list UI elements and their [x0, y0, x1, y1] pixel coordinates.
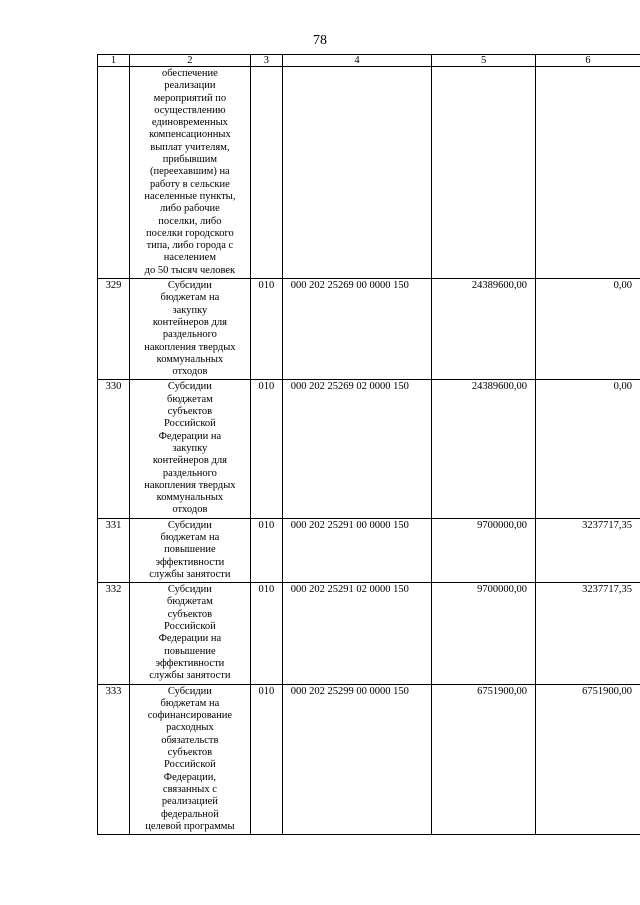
description-line: эффективности	[155, 657, 225, 669]
planned-amount-cell: 24389600,00	[432, 380, 536, 518]
description-line: Субсидии	[167, 519, 212, 531]
admin-code-cell: 010	[250, 380, 282, 518]
admin-code-cell: 010	[250, 279, 282, 380]
description-line: раздельного	[162, 467, 217, 479]
admin-code-cell: 010	[250, 518, 282, 582]
description-line: контейнеров для	[152, 316, 227, 328]
description-line: накопления твердых	[144, 479, 236, 491]
planned-amount-cell: 9700000,00	[432, 518, 536, 582]
description-line: поселки, либо	[158, 215, 222, 227]
description-line: контейнеров для	[152, 455, 227, 467]
budget-code-cell: 000 202 25291 02 0000 150	[282, 583, 431, 684]
header-row	[98, 55, 640, 67]
column-header: 5	[432, 55, 536, 67]
budget-code-cell: 000 202 25269 02 0000 150	[282, 380, 431, 518]
description-line: поселки городского	[146, 227, 234, 239]
description-line: Федерации на	[158, 633, 222, 645]
description-line: субъектов	[167, 747, 213, 759]
description-line: службы занятости	[149, 670, 231, 682]
description-line: работу в сельские	[149, 178, 230, 190]
description-line: населением	[163, 252, 216, 264]
row-number-cell: 329	[98, 279, 130, 380]
budget-code-cell: 000 202 25291 00 0000 150	[282, 518, 431, 582]
description-line: реализации	[164, 80, 216, 92]
description-line: накопления твердых	[144, 341, 236, 353]
actual-amount-cell: 6751900,00	[536, 684, 640, 835]
description-line: реализацией	[161, 796, 218, 808]
description-line: обязательств	[161, 734, 219, 746]
description-line: целевой программы	[145, 820, 235, 832]
description-line: расходных	[166, 722, 214, 734]
description-line: прибывшим	[162, 154, 217, 166]
actual-amount-cell: 3237717,35	[536, 518, 640, 582]
description-line: коммунальных	[156, 492, 224, 504]
description-cell	[129, 583, 250, 684]
description-line: Российской	[164, 418, 216, 430]
description-line: субъектов	[167, 406, 213, 418]
description-line: выплат учителям,	[150, 141, 230, 153]
description-cell	[129, 67, 250, 279]
row-number-cell: 330	[98, 380, 130, 518]
admin-code-cell: 010	[250, 583, 282, 684]
row-number-cell	[98, 67, 130, 279]
table-row	[98, 684, 640, 835]
admin-code-cell	[250, 67, 282, 279]
description-line: Российской	[164, 621, 216, 633]
description-cell	[129, 518, 250, 582]
description-line: осуществлению	[154, 104, 226, 116]
row-number-cell: 333	[98, 684, 130, 835]
actual-amount-cell: 0,00	[536, 380, 640, 518]
table-row	[98, 380, 640, 518]
table-row	[98, 518, 640, 582]
admin-code-cell: 010	[250, 684, 282, 835]
column-header: 3	[250, 55, 282, 67]
description-line: отходов	[172, 366, 208, 378]
description-line: Субсидии	[167, 381, 212, 393]
table-row	[98, 67, 640, 279]
description-cell	[129, 380, 250, 518]
description-line: Федерации на	[158, 430, 222, 442]
description-line: Субсидии	[167, 685, 212, 697]
actual-amount-cell: 0,00	[536, 279, 640, 380]
description-line: населенные пункты,	[144, 190, 236, 202]
description-line: обеспечение	[161, 68, 218, 79]
description-line: Субсидии	[167, 584, 212, 596]
page-number: 78	[313, 33, 327, 48]
description-line: раздельного	[162, 329, 217, 341]
description-line: субъектов	[167, 608, 213, 620]
column-header: 4	[282, 55, 431, 67]
table-body	[98, 67, 640, 835]
planned-amount-cell: 9700000,00	[432, 583, 536, 684]
description-line: Субсидии	[167, 280, 212, 292]
description-line: бюджетам	[166, 393, 213, 405]
description-line: Федерации,	[163, 771, 216, 783]
actual-amount-cell	[536, 67, 640, 279]
description-line: повышение	[164, 645, 216, 657]
description-line: единовременных	[151, 117, 228, 129]
description-line: типа, либо города с	[146, 240, 234, 252]
description-line: либо рабочие	[159, 203, 220, 215]
description-line: закупку	[172, 442, 208, 454]
description-line: отходов	[172, 504, 208, 516]
description-line: бюджетам на	[160, 531, 220, 543]
description-line: закупку	[172, 304, 208, 316]
planned-amount-cell: 6751900,00	[432, 684, 536, 835]
description-line: бюджетам на	[160, 697, 220, 709]
column-header: 2	[129, 55, 250, 67]
description-cell	[129, 279, 250, 380]
description-line: до 50 тысяч человек	[144, 264, 236, 276]
description-line: бюджетам	[166, 596, 213, 608]
actual-amount-cell: 3237717,35	[536, 583, 640, 684]
description-line: федеральной	[160, 808, 219, 820]
description-line: повышение	[164, 544, 216, 556]
row-number-cell: 331	[98, 518, 130, 582]
planned-amount-cell: 24389600,00	[432, 279, 536, 380]
description-line: Российской	[164, 759, 216, 771]
budget-code-cell: 000 202 25269 00 0000 150	[282, 279, 431, 380]
description-line: службы занятости	[149, 568, 231, 580]
planned-amount-cell	[432, 67, 536, 279]
description-line: связанных с	[162, 783, 217, 795]
row-number-cell: 332	[98, 583, 130, 684]
budget-code-cell	[282, 67, 431, 279]
budget-table	[97, 54, 640, 835]
description-line: мероприятий по	[153, 92, 227, 104]
column-header: 1	[98, 55, 130, 67]
description-line: коммунальных	[156, 353, 224, 365]
table-row	[98, 279, 640, 380]
description-cell	[129, 684, 250, 835]
description-line: (переехавшим) на	[150, 166, 230, 178]
description-line: бюджетам на	[160, 292, 220, 304]
column-header: 6	[536, 55, 640, 67]
description-line: софинансирование	[147, 710, 233, 722]
description-line: компенсационных	[149, 129, 231, 141]
table-row	[98, 583, 640, 684]
description-line: эффективности	[155, 556, 225, 568]
budget-code-cell: 000 202 25299 00 0000 150	[282, 684, 431, 835]
